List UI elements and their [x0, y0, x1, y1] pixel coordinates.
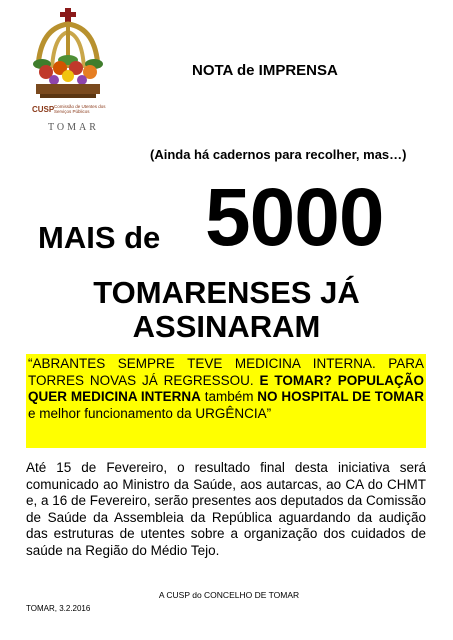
quote-part-2: também — [200, 389, 258, 404]
headline-text — [0, 276, 453, 344]
headline-line-2: TOMARENSES JÁ — [93, 275, 360, 310]
subtitle: (Ainda há cadernos para recolher, mas…) — [150, 147, 407, 162]
quote-bold-1: E TOMAR? POPULAÇÃO QUER MEDICINA INTERNA — [28, 372, 424, 404]
quote-part-1: “ABRANTES SEMPRE TEVE MEDICINA INTERNA. PARA TORRES NOVAS JÁ REGRESSOU. — [28, 356, 424, 388]
crown-flowers-icon — [22, 6, 114, 106]
highlighted-quote — [26, 354, 426, 448]
document-date: TOMAR, 3.2.2016 — [26, 604, 91, 613]
quote-bold-2: NO HOSPITAL DE TOMAR — [257, 389, 424, 404]
press-release-title: NOTA de IMPRENSA — [192, 62, 338, 79]
headline-line-3: ASSINARAM — [132, 309, 321, 344]
logo-subtitle: Comissão de Utentes dos Serviços Públicos — [54, 104, 106, 114]
quote-part-3: e melhor funcionamento da URGÊNCIA” — [28, 405, 272, 421]
logo-acronym: CUSP — [32, 105, 55, 114]
cusp-logo — [22, 6, 114, 142]
signature: A CUSP do CONCELHO DE TOMAR — [158, 590, 300, 600]
headline-prefix: MAIS de — [38, 220, 161, 255]
body-paragraph: Até 15 de Fevereiro, o resultado final desta iniciativa será comunicado ao Ministro da Saúde, aos autarcas, ao CA do CHMT e, a 16 de Fevereiro, serão presentes aos deputados da Comissão de Saúde da Assembleia da República aguardando da audição das estruturas de utentes sobre a organização dos cuidados de saúde na Região do Médio Tejo. — [26, 460, 426, 558]
headline-number: 5000 — [205, 172, 384, 263]
logo-town: TOMAR — [48, 122, 99, 133]
